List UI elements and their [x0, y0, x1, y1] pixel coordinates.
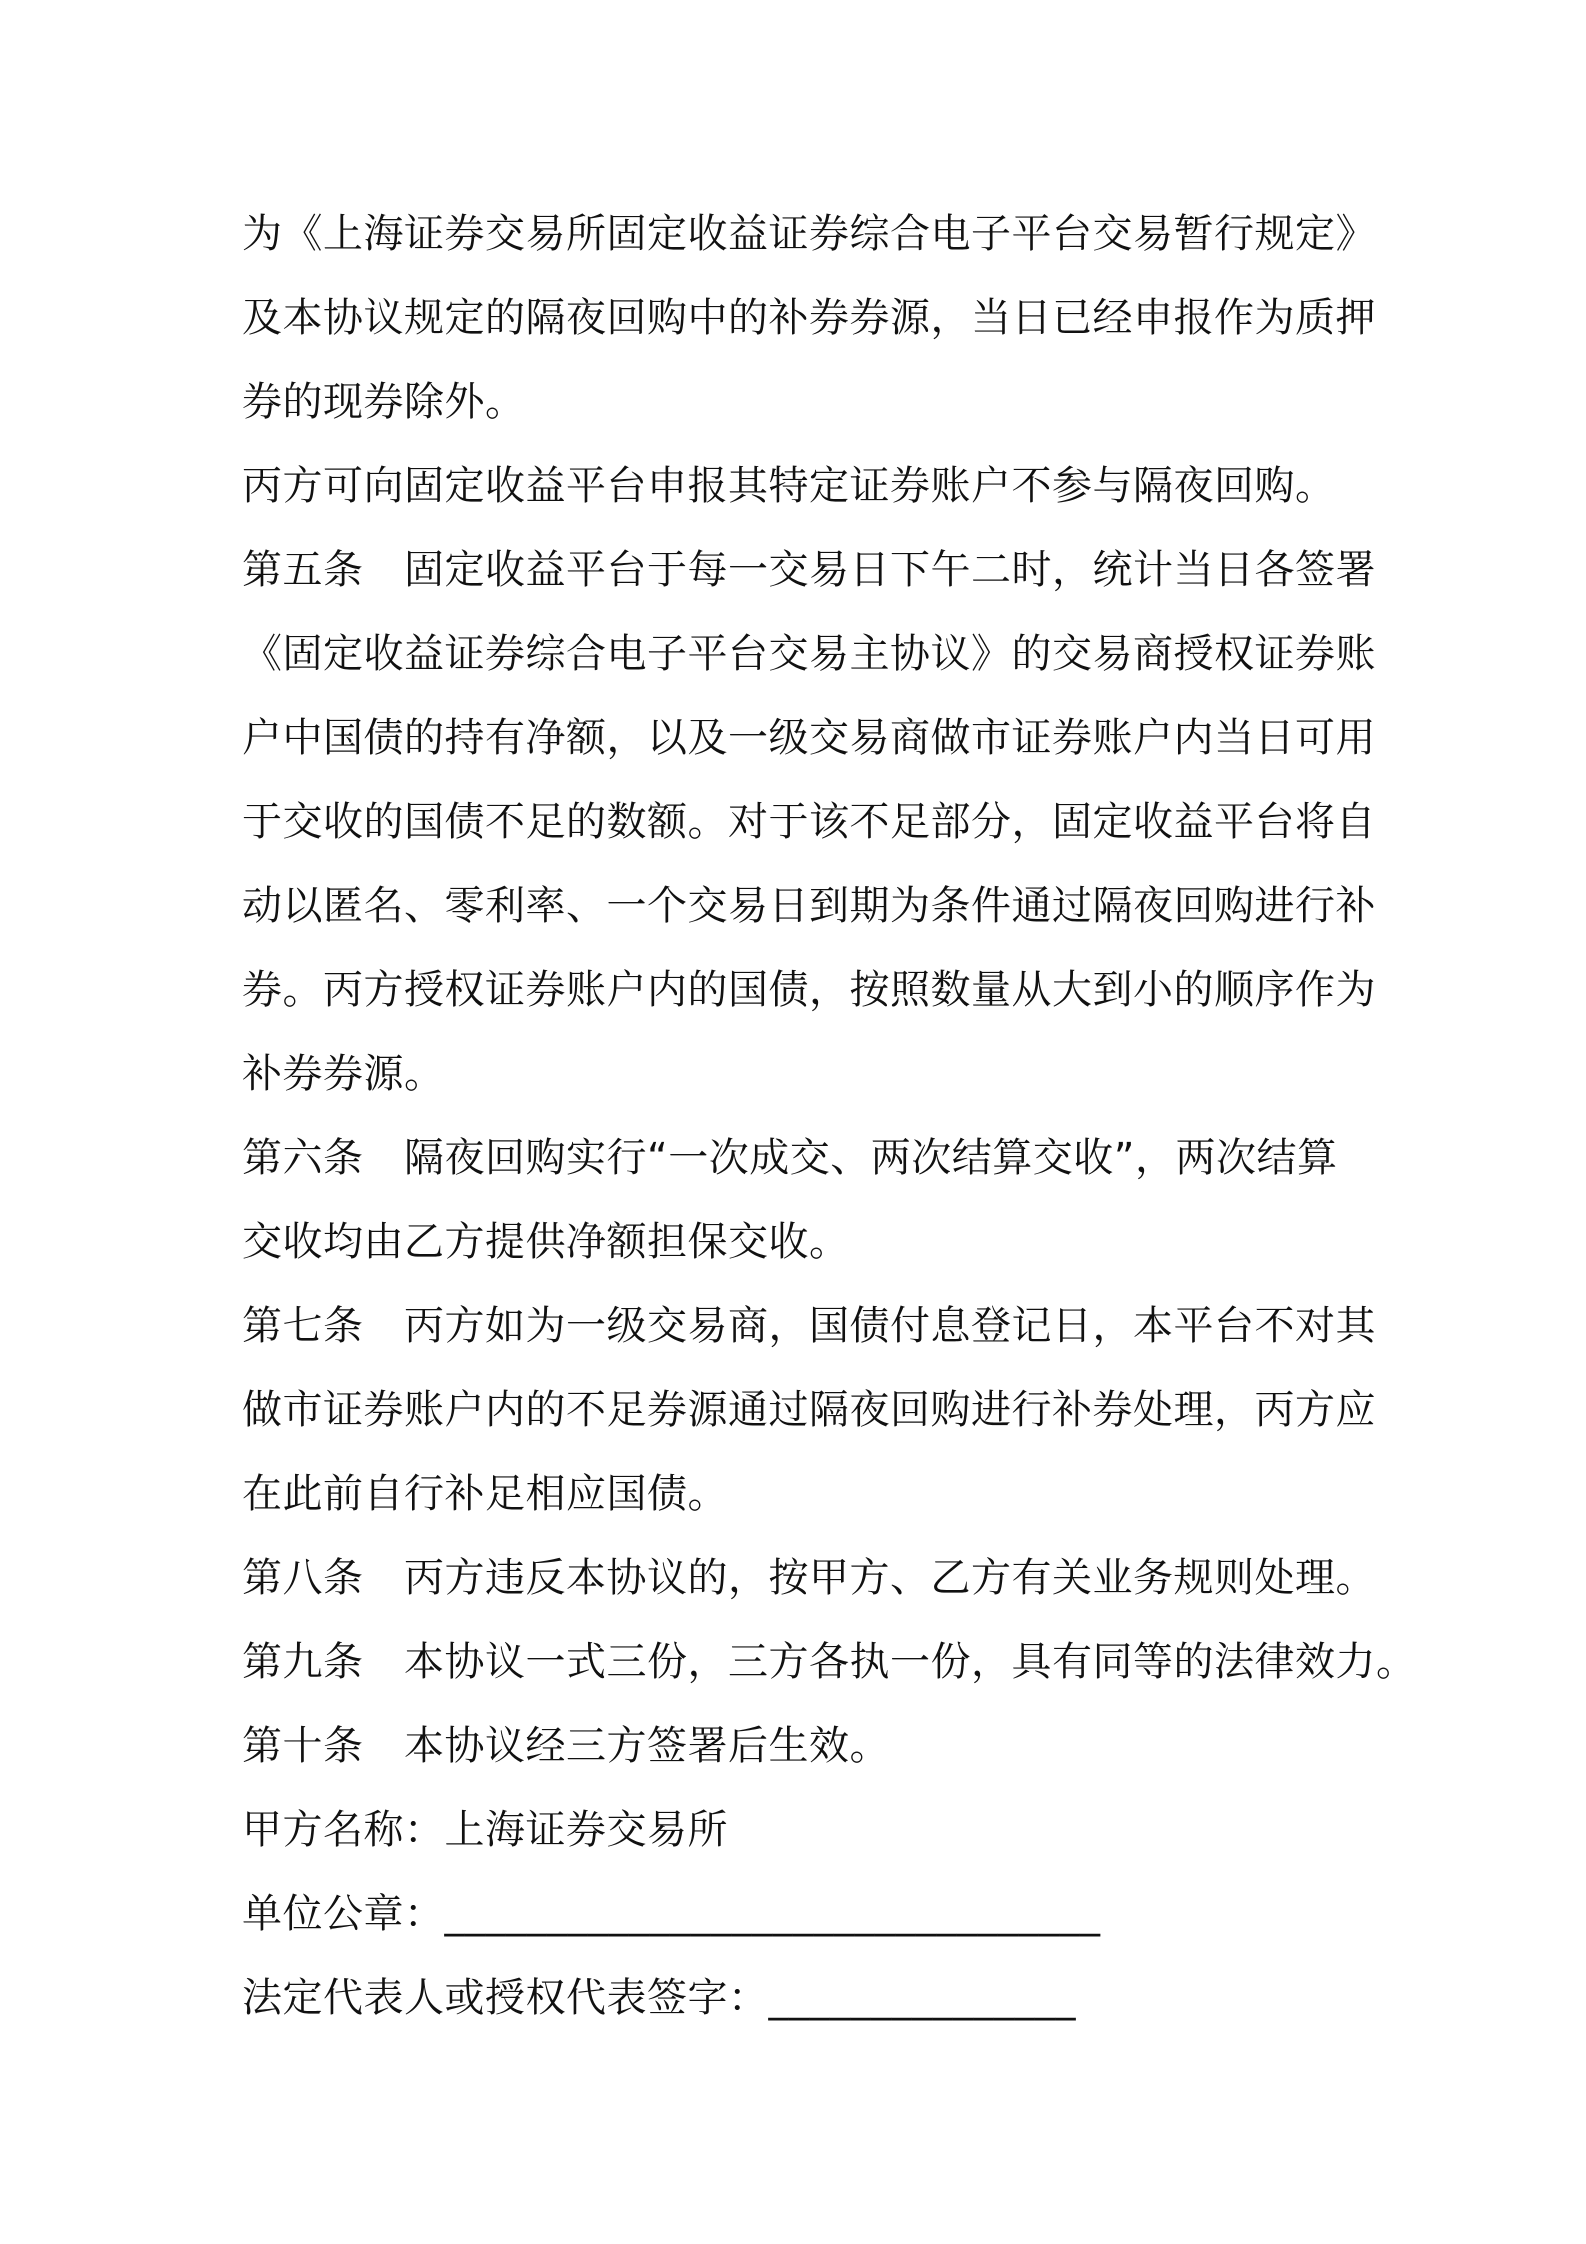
text-line: 丙方可向固定收益平台申报其特定证券账户不参与隔夜回购。 [242, 463, 1336, 509]
article-7-heading-line [242, 1284, 1376, 1368]
article-5-heading-line [242, 528, 1376, 612]
article-8-label: 第八条 [242, 1555, 364, 1601]
article-5-label: 第五条 [242, 547, 364, 593]
article-10-label: 第十条 [242, 1723, 364, 1769]
article-7-text: 丙方如为一级交易商，国债付息登记日，本平台不对其 [404, 1303, 1376, 1349]
article-8-line [242, 1536, 1376, 1620]
article-9-text: 本协议一式三份，三方各执一份，具有同等的法律效力。 [404, 1639, 1417, 1685]
text-line: 及本协议规定的隔夜回购中的补券券源，当日已经申报作为质押 [242, 295, 1376, 341]
article-6-text: 隔夜回购实行“一次成交、两次结算交收”，两次结算 [404, 1135, 1338, 1181]
party-a-name: 甲方名称：上海证券交易所 [242, 1807, 728, 1853]
article-5-line: 《固定收益证券综合电子平台交易主协议》的交易商授权证券账 [242, 631, 1376, 677]
article-8-text: 丙方违反本协议的，按甲方、乙方有关业务规则处理。 [404, 1555, 1376, 1601]
company-seal-field: 单位公章：________________________________ [242, 1891, 1101, 1937]
article-6-label: 第六条 [242, 1135, 364, 1181]
article-5-text: 固定收益平台于每一交易日下午二时，统计当日各签署 [404, 547, 1376, 593]
article-7-line: 在此前自行补足相应国债。 [242, 1471, 728, 1517]
text-line: 为《上海证券交易所固定收益证券综合电子平台交易暂行规定》 [242, 211, 1376, 257]
document-body [242, 192, 1417, 2040]
text-line: 券的现券除外。 [242, 379, 526, 425]
article-7-label: 第七条 [242, 1303, 364, 1349]
article-9-line [242, 1620, 1417, 1704]
article-5-line: 补券券源。 [242, 1051, 445, 1097]
article-10-line [242, 1704, 1354, 1788]
article-10-text: 本协议经三方签署后生效。 [404, 1723, 890, 1769]
representative-signature-field: 法定代表人或授权代表签字：_______________ [242, 1975, 1076, 2021]
article-5-line: 户中国债的持有净额，以及一级交易商做市证券账户内当日可用 [242, 715, 1376, 761]
article-5-line: 券。丙方授权证券账户内的国债，按照数量从大到小的顺序作为 [242, 967, 1376, 1013]
article-5-line: 于交收的国债不足的数额。对于该不足部分，固定收益平台将自 [242, 799, 1376, 845]
article-5-line: 动以匿名、零利率、一个交易日到期为条件通过隔夜回购进行补 [242, 883, 1376, 929]
article-6-line: 交收均由乙方提供净额担保交收。 [242, 1219, 850, 1265]
article-7-line: 做市证券账户内的不足券源通过隔夜回购进行补券处理，丙方应 [242, 1387, 1376, 1433]
article-6-heading-line [242, 1116, 1354, 1200]
article-9-label: 第九条 [242, 1639, 364, 1685]
